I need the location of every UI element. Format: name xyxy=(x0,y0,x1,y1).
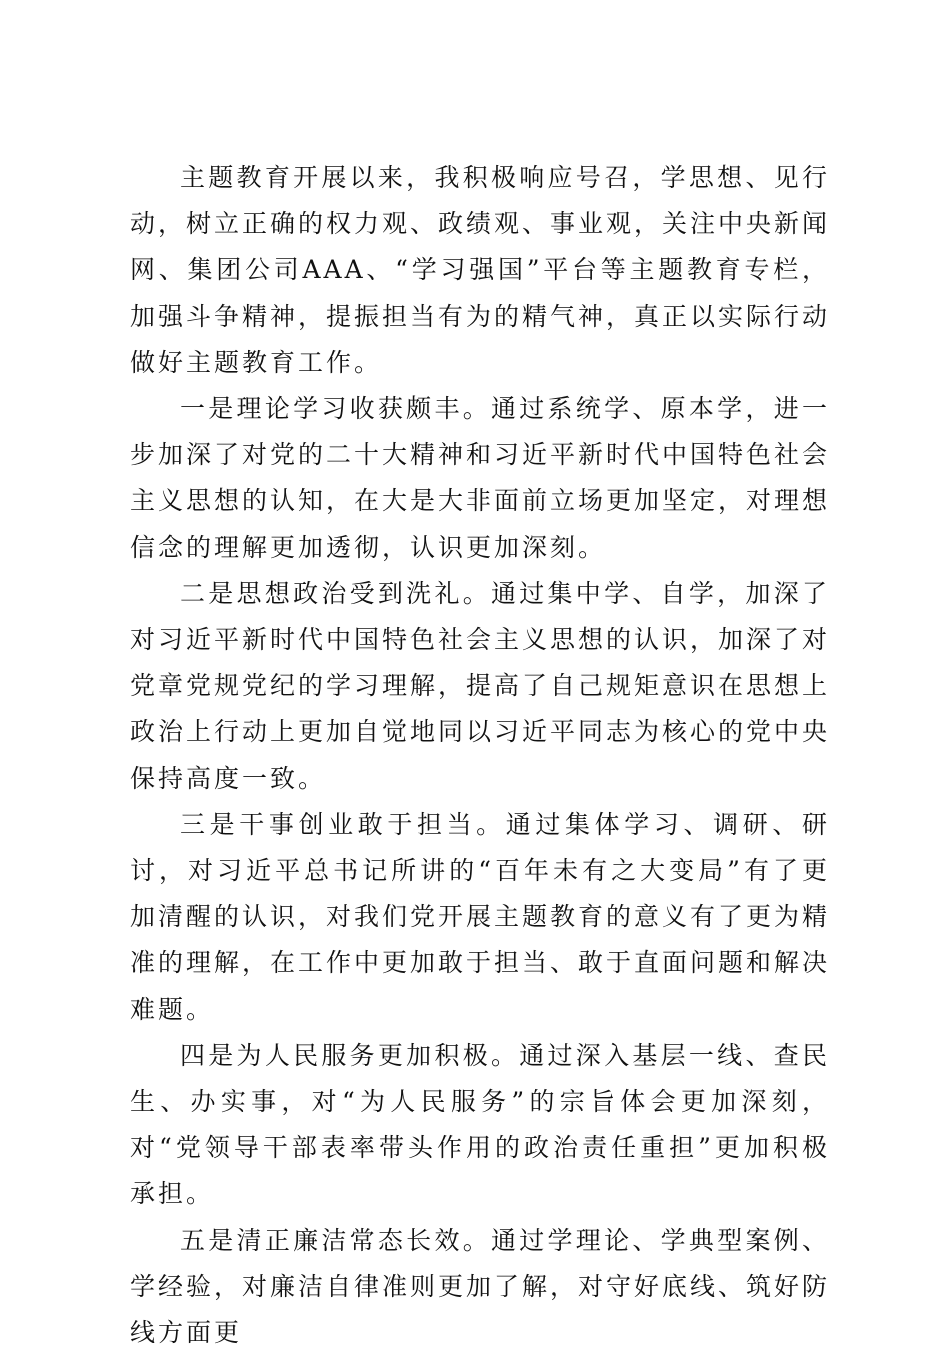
paragraph-point-5: 五是清正廉洁常态长效。通过学理论、学典型案例、学经验，对廉洁自律准则更加了解，对守好底线、筑好防线方面更 xyxy=(130,1225,831,1348)
paragraph-intro: 主题教育开展以来，我积极响应号召，学思想、见行动，树立正确的权力观、政绩观、事业观，关注中央新闻网、集团公司AAA、“学习强国”平台等主题教育专栏，加强斗争精神，提振担当有为的精气神，真正以实际行动做好主题教育工作。 xyxy=(130,163,831,377)
paragraph-point-2: 二是思想政治受到洗礼。通过集中学、自学，加深了对习近平新时代中国特色社会主义思想的认识，加深了对党章党规党纪的学习理解，提高了自己规矩意识在思想上政治上行动上更加自觉地同以习近平同志为核心的党中央保持高度一致。 xyxy=(130,578,831,793)
paragraph-point-4: 四是为人民服务更加积极。通过深入基层一线、查民生、办实事，对“为人民服务”的宗旨体会更加深刻，对“党领导干部表率带头作用的政治责任重担”更加积极承担。 xyxy=(130,1040,830,1209)
paragraph-point-1: 一是理论学习收获颇丰。通过系统学、原本学，进一步加深了对党的二十大精神和习近平新时代中国特色社会主义思想的认知，在大是大非面前立场更加坚定，对理想信念的理解更加透彻，认识更加深刻。 xyxy=(130,394,831,562)
paragraph-point-3: 三是干事创业敢于担当。通过集体学习、调研、研讨，对习近平总书记所讲的“百年未有之大变局”有了更加清醒的认识，对我们党开展主题教育的意义有了更为精准的理解，在工作中更加敢于担当、敢于直面问题和解决难题。 xyxy=(130,809,831,1024)
document-body xyxy=(130,155,830,1356)
